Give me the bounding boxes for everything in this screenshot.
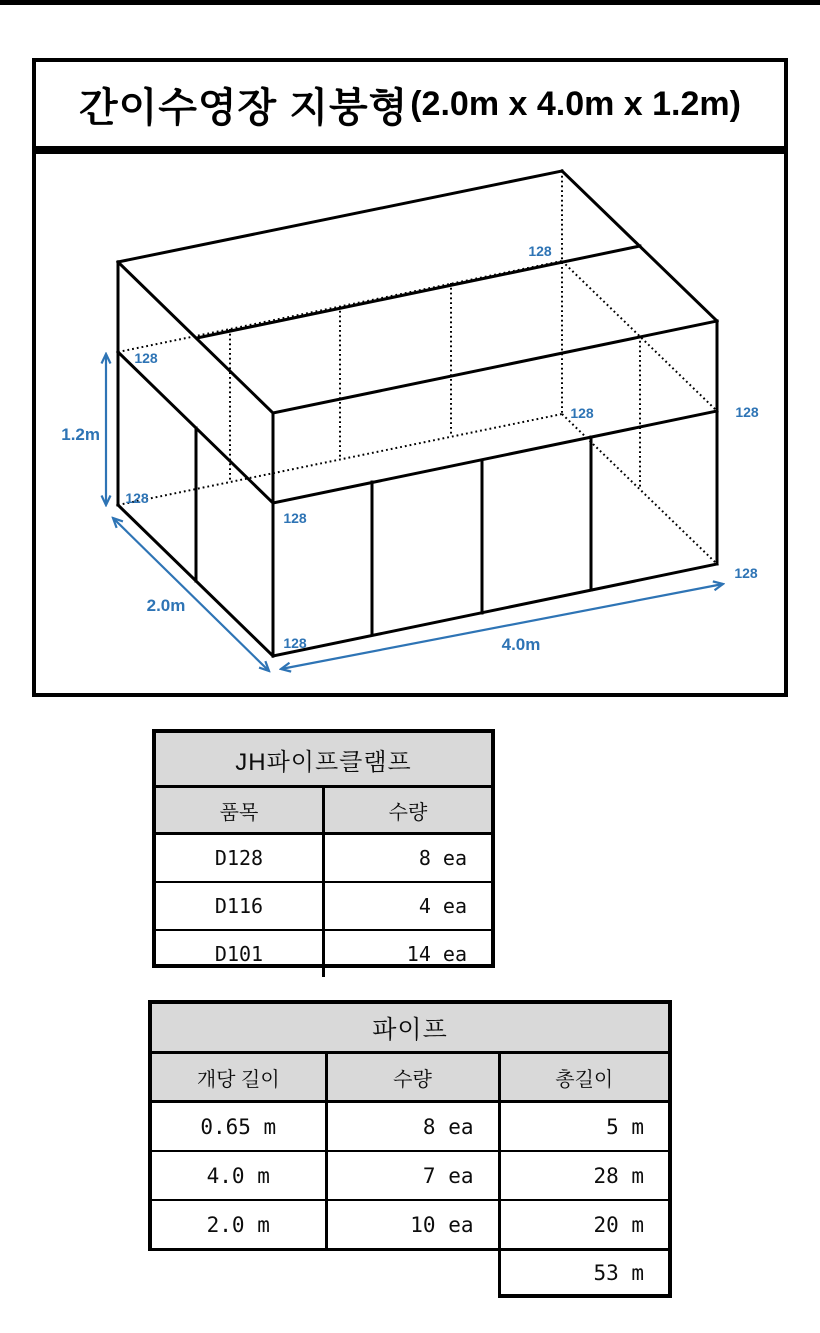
clamp-item: D101 <box>214 942 264 966</box>
pipe-length: 2.0 m <box>150 1200 326 1250</box>
pipe-qty: 10 ea <box>326 1200 499 1250</box>
clamp-label: 128 <box>134 350 158 366</box>
clamp-label: 128 <box>125 490 149 506</box>
table-row <box>156 882 491 930</box>
pipe-total: 5 m <box>499 1102 670 1152</box>
visible-frame-edges <box>118 171 717 656</box>
column-header-qty: 수량 <box>326 1053 499 1102</box>
column-header-item: 품목 <box>156 787 324 834</box>
pipe-length: 0.65 m <box>150 1102 326 1152</box>
page-title: 간이수영장 지붕형 <box>79 85 409 130</box>
clamp-label: 128 <box>734 565 758 581</box>
clamp-table <box>152 729 495 968</box>
page-title-dimensions: (2.0m x 4.0m x 1.2m) <box>410 84 741 123</box>
table-row <box>150 1200 670 1250</box>
clamp-item: D116 <box>156 882 324 930</box>
pipe-table <box>148 1000 672 1298</box>
column-header-qty: 수량 <box>324 787 492 834</box>
clamp-qty: 4 ea <box>324 882 492 930</box>
pipe-table-header-row <box>150 1053 670 1102</box>
depth-dimension-arrow <box>113 518 269 671</box>
dimension-arrows <box>106 354 723 671</box>
clamp-label: 128 <box>283 635 307 651</box>
pipe-table-title: 파이프 <box>150 1002 670 1053</box>
depth-dimension-label: 2.0m <box>146 596 186 615</box>
page-bottom-edge <box>0 1329 820 1332</box>
empty-cell <box>326 1250 499 1297</box>
pipe-length: 4.0 m <box>150 1151 326 1200</box>
clamp-qty: 8 ea <box>324 834 492 883</box>
clamp-table-title: JH파이프클램프 <box>156 733 491 787</box>
column-header-total-length: 총길이 <box>499 1053 670 1102</box>
pipe-table-title-row <box>150 1002 670 1053</box>
table-row <box>156 834 491 883</box>
pipe-qty: 8 ea <box>326 1102 499 1152</box>
clamp-table-header-row <box>156 787 491 834</box>
clamp-item: D128 <box>156 834 324 883</box>
grand-total-row <box>150 1250 670 1297</box>
table-row <box>156 930 491 977</box>
clamp-qty: 14 ea <box>324 930 492 977</box>
table-row <box>150 1151 670 1200</box>
clamp-label: 128 <box>528 243 552 259</box>
pipe-qty: 7 ea <box>326 1151 499 1200</box>
clamp-label: 128 <box>735 404 759 420</box>
column-header-unit-length: 개당 길이 <box>150 1053 326 1102</box>
pipe-total: 20 m <box>499 1200 670 1250</box>
hidden-frame-edges <box>118 171 717 564</box>
length-dimension-label: 4.0m <box>501 635 541 654</box>
grand-total-value: 53 m <box>499 1250 670 1297</box>
length-dimension-arrow <box>281 584 723 669</box>
empty-cell <box>150 1250 326 1297</box>
height-dimension-label: 1.2m <box>61 425 100 444</box>
table-row <box>150 1102 670 1152</box>
clamp-label: 128 <box>570 405 594 421</box>
annotation-labels <box>61 243 759 654</box>
clamp-table-title-row <box>156 733 491 787</box>
pipe-total: 28 m <box>499 1151 670 1200</box>
clamp-label: 128 <box>283 510 307 526</box>
